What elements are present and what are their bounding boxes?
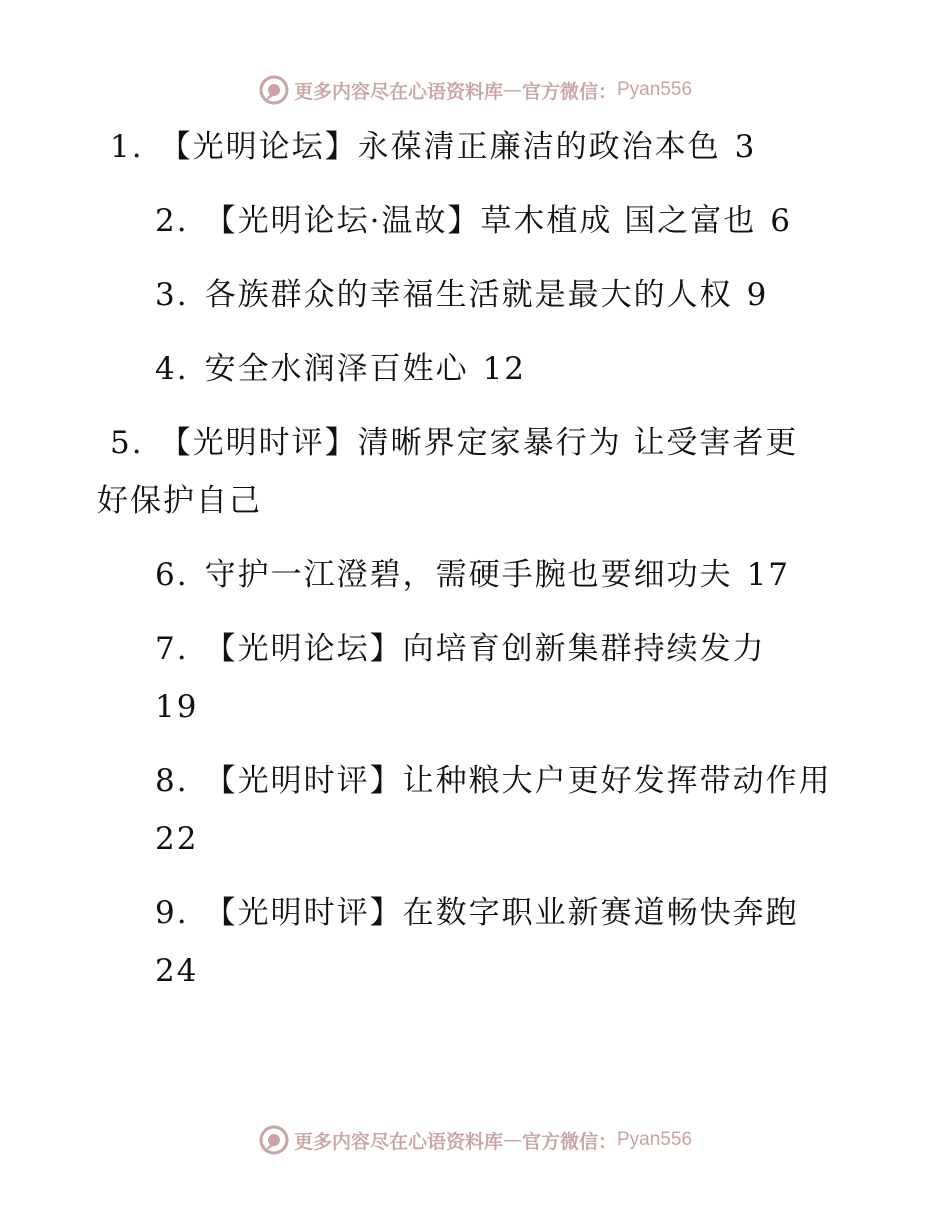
toc-entry-7-page <box>155 687 198 727</box>
toc-page: 22 <box>155 821 199 857</box>
toc-entry-4[interactable] <box>155 349 526 389</box>
pen-logo-icon <box>258 74 290 106</box>
watermark-separator: — <box>502 79 522 101</box>
toc-page: 17 <box>746 557 791 593</box>
toc-title: 【光明论坛】永葆清正廉洁的政治本色 <box>159 129 721 165</box>
header-watermark <box>0 70 950 110</box>
watermark-sub: 官方微信： <box>521 1130 617 1153</box>
toc-num: 4. <box>155 351 189 387</box>
toc-entry-9[interactable] <box>155 893 799 933</box>
toc-num: 2. <box>155 203 189 239</box>
toc-page: 6 <box>770 203 793 239</box>
toc-num: 3. <box>155 277 189 313</box>
pen-logo-icon <box>258 1124 290 1156</box>
toc-num: 9. <box>155 895 189 931</box>
toc-title: 【光明时评】让种粮大户更好发挥带动作用 <box>204 763 832 799</box>
toc-title: 安全水润泽百姓心 <box>204 351 469 387</box>
toc-page: 3 <box>734 129 757 165</box>
toc-entry-9-page <box>155 951 198 991</box>
toc-entry-5-continuation[interactable] <box>97 481 262 521</box>
watermark-separator: — <box>502 1129 522 1151</box>
toc-entry-7[interactable] <box>155 629 766 669</box>
toc-num: 7. <box>155 631 189 667</box>
toc-entry-8-page <box>155 819 198 859</box>
watermark-handle: Pyan556 <box>617 79 693 100</box>
toc-title: 守护一江澄碧，需硬手腕也要细功夫 <box>204 557 733 593</box>
toc-page: 12 <box>482 351 527 387</box>
toc-entry-5[interactable] <box>110 423 798 463</box>
toc-entry-6[interactable] <box>155 555 790 595</box>
watermark-main: 更多内容尽在心语资料库 <box>293 1130 503 1153</box>
toc-num: 8. <box>155 763 189 799</box>
watermark-sub: 官方微信： <box>521 80 617 103</box>
toc-title-line1: 【光明时评】清晰界定家暴行为 让受害者更 <box>159 425 799 461</box>
toc-num: 6. <box>155 557 189 593</box>
toc-title: 各族群众的幸福生活就是最大的人权 <box>204 277 733 313</box>
footer-watermark <box>0 1120 950 1160</box>
toc-title: 【光明论坛】向培育创新集群持续发力 <box>204 631 766 667</box>
toc-page: 19 <box>155 689 199 725</box>
toc-entry-1[interactable] <box>110 127 756 167</box>
watermark-handle: Pyan556 <box>617 1129 693 1150</box>
toc-title: 【光明论坛·温故】草木植成 国之富也 <box>204 203 757 239</box>
toc-entry-3[interactable] <box>155 275 768 315</box>
toc-page: 9 <box>746 277 769 313</box>
watermark-main: 更多内容尽在心语资料库 <box>293 80 503 103</box>
toc-title: 【光明时评】在数字职业新赛道畅快奔跑 <box>204 895 799 931</box>
toc-entry-2[interactable] <box>155 201 792 241</box>
toc-num: 1. <box>110 129 144 165</box>
toc-page: 24 <box>155 953 199 989</box>
toc-title-line2: 好保护自己 <box>97 483 262 519</box>
toc-entry-8[interactable] <box>155 761 832 801</box>
toc-num: 5. <box>110 425 144 461</box>
